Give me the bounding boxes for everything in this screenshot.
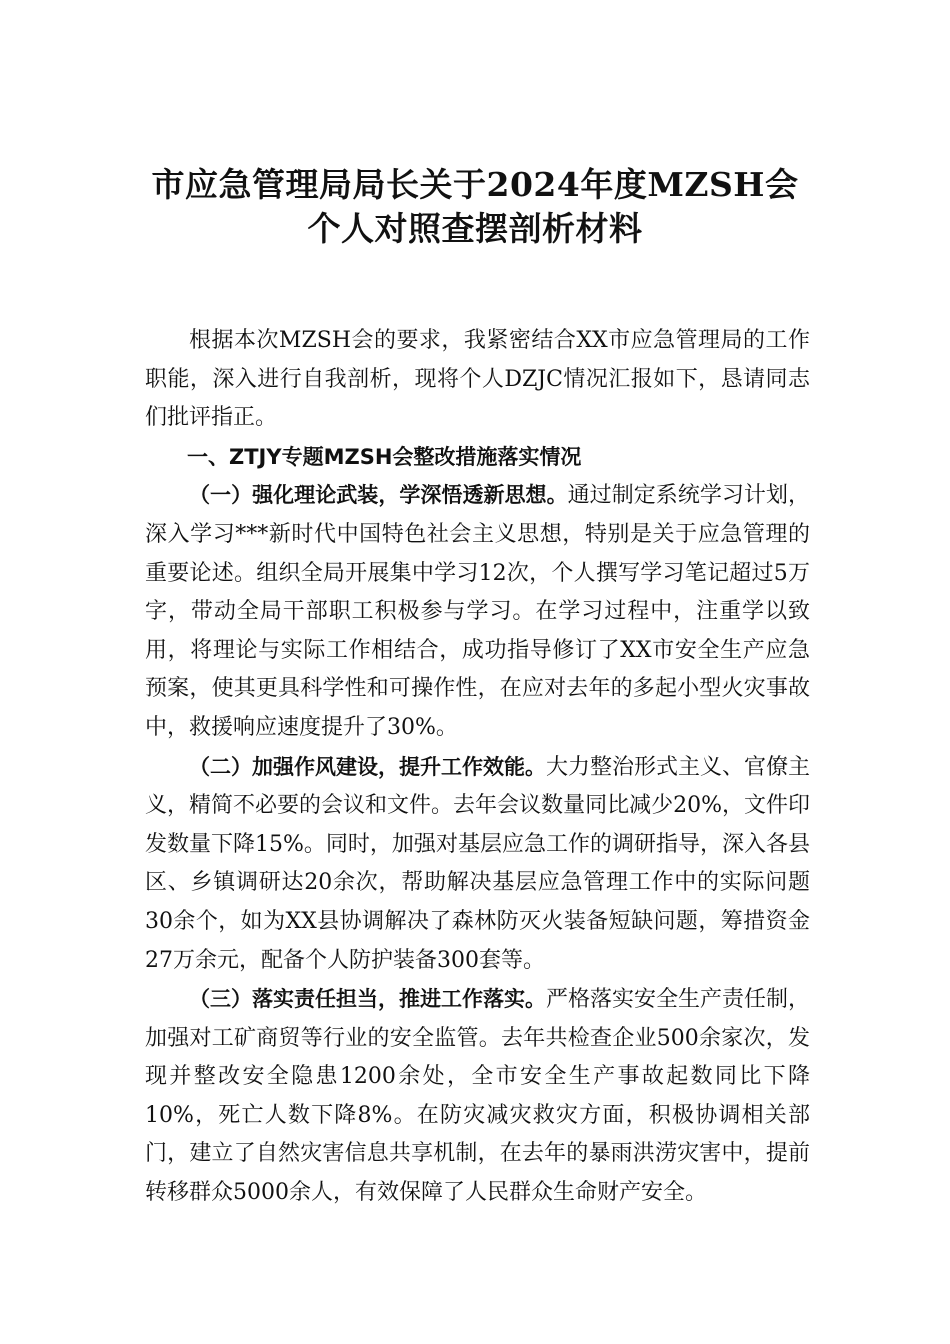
item-paragraph-1 bbox=[145, 476, 810, 747]
document-title-line2: 个人对照查摆剖析材料 bbox=[307, 209, 643, 248]
item-text: 大力整治形式主义、官僚主义，精简不必要的会议和文件。去年会议数量同比减少20%，文件印发数量下降15%。同时，加强对基层应急工作的调研指导，深入各县区、乡镇调研达20余次，帮助解决基层应急管理工作中的实际问题30余个，如为XX县协调解决了森林防灭火装备短缺问题，筹措资金27万余元，配备个人防护装备300套等。 bbox=[145, 754, 811, 973]
intro-paragraph: 根据本次MZSH会的要求，我紧密结合XX市应急管理局的工作职能，深入进行自我剖析，现将个人DZJC情况汇报如下，恳请同志们批评指正。 bbox=[145, 328, 810, 431]
item-lead: （三）落实责任担当，推进工作落实。 bbox=[189, 987, 546, 1012]
item-lead: （一）强化理论武装，学深悟透新思想。 bbox=[189, 483, 568, 508]
section-heading: 一、ZTJY专题MZSH会整改措施落实情况 bbox=[187, 444, 582, 469]
document-title-line1: 市应急管理局局长关于2024年度MZSH会 bbox=[151, 165, 799, 204]
item-text: 通过制定系统学习计划，深入学习***新时代中国特色社会主义思想，特别是关于应急管理的重要论述。组织全局开展集中学习12次，个人撰写学习笔记超过5万字，带动全局干部职工积极参与学习。在学习过程中，注重学以致用，将理论与实际工作相结合，成功指导修订了XX市安全生产应急预案，使其更具科学性和可操作性，在应对去年的多起小型火灾事故中，救援响应速度提升了30%。 bbox=[145, 483, 810, 740]
item-paragraph-3 bbox=[145, 980, 810, 1213]
document-body bbox=[145, 322, 810, 1213]
item-text: 严格落实安全生产责任制，加强对工矿商贸等行业的安全监管。去年共检查企业500余家次，发现并整改安全隐患1200余处，全市安全生产事故起数同比下降10%，死亡人数下降8%。在防灾减灾救灾方面，积极协调相关部门，建立了自然灾害信息共享机制，在去年的暴雨洪涝灾害中，提前转移群众5000余人，有效保障了人民群众生命财产安全。 bbox=[145, 987, 811, 1206]
item-lead: （二）加强作风建设，提升工作效能。 bbox=[189, 754, 546, 779]
item-paragraph-2 bbox=[145, 748, 810, 981]
